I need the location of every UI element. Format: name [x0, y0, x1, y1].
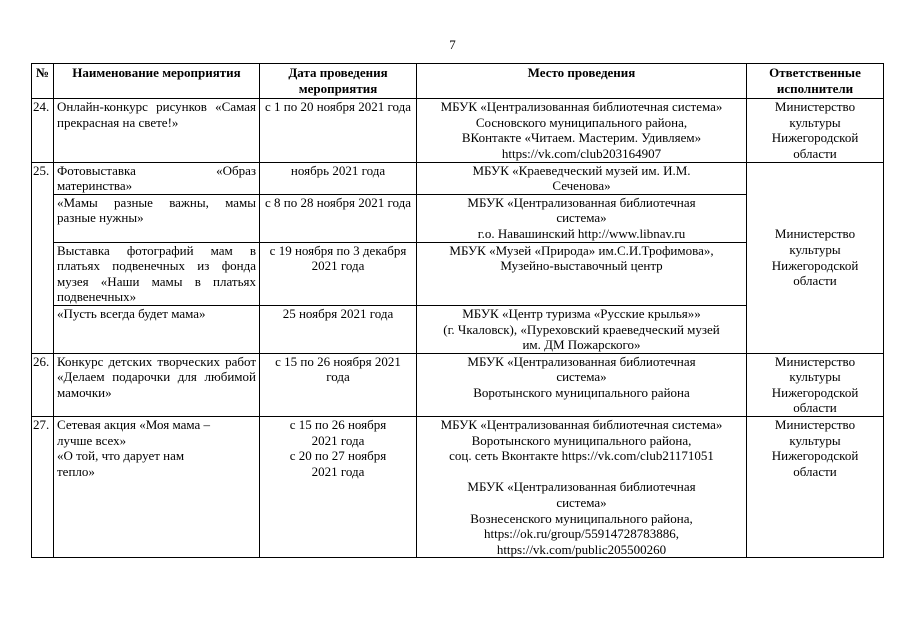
name-line: тепло»: [57, 463, 95, 479]
name-line: «О той, что дарует нам: [57, 448, 185, 464]
place-line: https://vk.com/public205500260: [496, 541, 667, 557]
place-line: МБУК «Централизованная библиотечная: [467, 353, 696, 369]
event-name: Онлайн-конкурс рисунков «Самая прекрасная на свете!»: [54, 99, 260, 162]
place-line: Воротынского муниципального района,: [471, 432, 692, 448]
event-place: [417, 417, 747, 558]
page-number: 7: [449, 37, 456, 52]
event-date: [260, 417, 417, 558]
place-line: https://vk.com/club203164907: [501, 145, 662, 161]
header-num: №: [32, 64, 54, 99]
event-date: с 1 по 20 ноября 2021 года: [260, 99, 417, 162]
responsible: Министерство культуры Нижегородской области: [747, 99, 884, 162]
row-number: 27.: [32, 417, 54, 558]
place-line: МБУК «Краеведческий музей им. И.М.: [472, 162, 691, 178]
name-line: лучше всех»: [57, 432, 127, 448]
name-line: Сетевая акция «Моя мама –: [57, 417, 211, 433]
event-place: [417, 353, 747, 416]
event-date: с 15 по 26 ноября 2021 года: [260, 353, 417, 416]
place-line: (г. Чкаловск), «Пуреховский краеведческий музей: [443, 321, 720, 337]
header-date: Дата проведения мероприятия: [260, 64, 417, 99]
event-name: [54, 417, 260, 558]
row-number: 26.: [32, 353, 54, 416]
place-line: МБУК «Центр туризма «Русские крылья»»: [462, 305, 701, 321]
header-place: Место проведения: [417, 64, 747, 99]
header-resp: Ответственные исполнители: [747, 64, 884, 99]
place-line: Музейно-выставочный центр: [500, 258, 663, 274]
table-row: [32, 417, 884, 558]
row-number: 25.: [32, 162, 54, 353]
event-place: [417, 305, 747, 353]
place-line: МБУК «Централизованная библиотечная: [467, 194, 696, 210]
event-name: Конкурс детских творческих работ «Делаем подарочки для любимой мамочки»: [54, 353, 260, 416]
date-line: с 15 по 26 ноября: [289, 417, 387, 433]
events-table: [31, 63, 884, 558]
event-name: Фотовыставка «Образ материнства»: [54, 162, 260, 194]
table-row: [32, 162, 884, 194]
event-place: [417, 162, 747, 194]
header-name: Наименование мероприятия: [54, 64, 260, 99]
responsible: Министерство культуры Нижегородской области: [747, 162, 884, 353]
place-gap: [420, 464, 743, 480]
event-name: «Пусть всегда будет мама»: [54, 305, 260, 353]
place-line: МБУК «Музей «Природа» им.С.И.Трофимова»,: [449, 242, 714, 258]
row-number: 24.: [32, 99, 54, 162]
date-line: 2021 года: [311, 432, 365, 448]
event-date: с 19 ноября по 3 декабря 2021 года: [260, 242, 417, 305]
date-line: с 20 по 27 ноября: [289, 448, 387, 464]
place-line: им. ДМ Пожарского»: [522, 337, 641, 353]
place-line: МБУК «Централизованная библиотечная система»: [440, 417, 723, 433]
place-line: МБУК «Централизованная библиотечная система»: [440, 99, 723, 115]
place-line: система»: [556, 210, 607, 226]
place-line: Воротынского муниципального района: [473, 384, 690, 400]
responsible: Министерство культуры Нижегородской области: [747, 417, 884, 558]
table-header-row: [32, 64, 884, 99]
event-name: Выставка фотографий мам в платьях подвенечных из фонда музея «Наши мамы в платьях подвенечных»: [54, 242, 260, 305]
place-line: МБУК «Централизованная библиотечная: [467, 479, 696, 495]
place-line: Сосновского муниципального района,: [475, 114, 688, 130]
event-place: [417, 242, 747, 305]
place-line: г.о. Навашинский http://www.libnav.ru: [477, 225, 686, 241]
event-name: «Мамы разные важны, мамы разные нужны»: [54, 194, 260, 242]
place-line: соц. сеть Вконтакте https://vk.com/club21171051: [449, 448, 714, 464]
place-line: Вознесенского муниципального района,: [470, 510, 693, 526]
table-row: [32, 353, 884, 416]
place-line: https://ok.ru/group/55914728783886,: [484, 526, 679, 542]
place-line: ВКонтакте «Читаем. Мастерим. Удивляем»: [461, 130, 702, 146]
place-line: система»: [556, 369, 607, 385]
table-row: [32, 99, 884, 162]
date-line: 2021 года: [311, 463, 365, 479]
event-place: [417, 194, 747, 242]
responsible: Министерство культуры Нижегородской области: [747, 353, 884, 416]
place-line: Сеченова»: [552, 178, 611, 194]
place-line: система»: [556, 495, 607, 511]
event-date: 25 ноября 2021 года: [260, 305, 417, 353]
event-place: [417, 99, 747, 162]
event-date: с 8 по 28 ноября 2021 года: [260, 194, 417, 242]
event-date: ноябрь 2021 года: [260, 162, 417, 194]
